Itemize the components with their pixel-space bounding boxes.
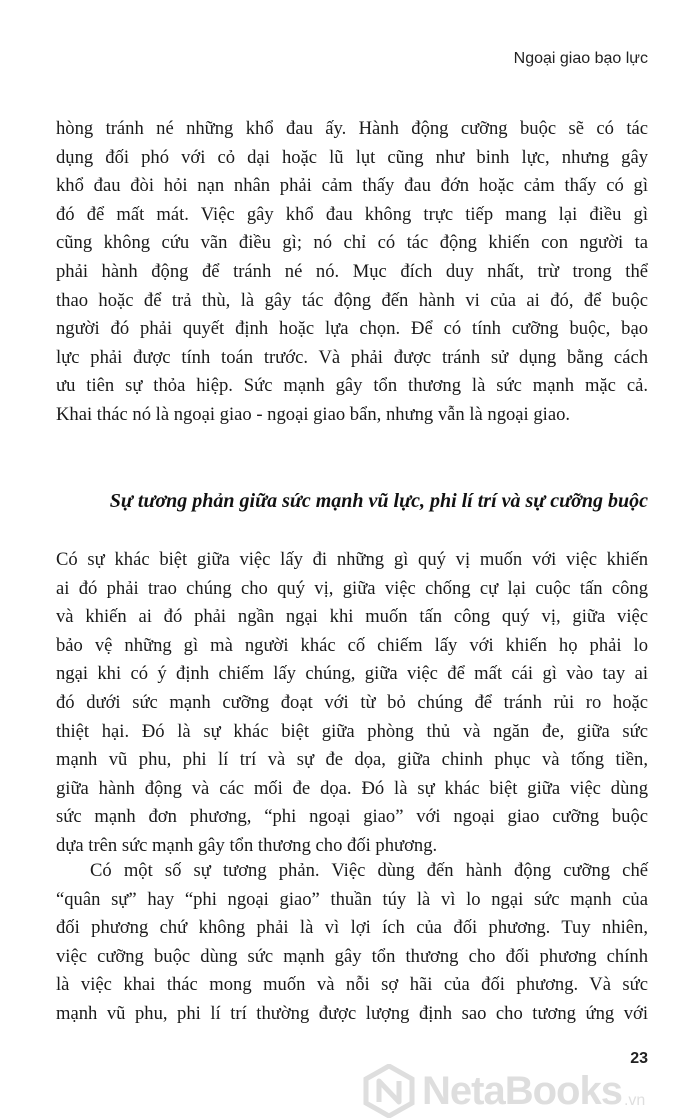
- text-line: cũng không cứu vãn điều gì; nó chỉ có tác động khiến con người ta: [56, 232, 648, 254]
- text-line: và khiến ai đó phải ngần ngại khi muốn tấn công quý vị, giữa việc: [56, 606, 648, 628]
- text-line: thao hoặc để trả thù, là gây tác động đến hành vi của ai đó, để buộc: [56, 289, 648, 311]
- running-header: Ngoại giao bạo lực: [513, 50, 648, 67]
- section-heading: Sự tương phản giữa sức mạnh vũ lực, phi lí trí và sự cưỡng buộc: [109, 490, 648, 512]
- text-line: ai đó phải trao chúng cho quý vị, giữa việc chống cự lại cuộc tấn công: [56, 577, 648, 599]
- text-line: Khai thác nó là ngoại giao - ngoại giao bẩn, nhưng vẫn là ngoại giao.: [56, 403, 571, 425]
- paragraph: [56, 857, 648, 1029]
- text-line: hòng tránh né những khổ đau ấy. Hành động cưỡng buộc sẽ có tác: [56, 118, 648, 139]
- text-line: lực phải được tính toán trước. Và phải được tránh sử dụng bằng cách: [56, 346, 648, 368]
- text-line: ưu tiên sự thỏa hiệp. Sức mạnh gây tổn thương là sức mạnh mặc cả.: [56, 375, 648, 397]
- page-number: 23: [630, 1050, 648, 1067]
- text-line: giữa hành động và các mối đe dọa. Đó là sự khác biệt giữa việc dùng: [56, 777, 648, 799]
- paragraph-continuation: [56, 115, 648, 430]
- text-line: đó dưới sức mạnh cưỡng đoạt với từ bỏ chúng để tránh rủi ro hoặc: [56, 691, 648, 713]
- text-line: Có sự khác biệt giữa việc lấy đi những gì quý vị muốn với việc khiến: [56, 549, 648, 570]
- text-line: đó để mất mát. Việc gây khổ đau không trực tiếp mang lại điều gì: [56, 203, 648, 225]
- netabooks-logo-icon: [362, 1064, 416, 1118]
- text-line: bảo vệ những gì mà người khác cố chiếm lấy với khiến họ phải lo: [56, 634, 648, 656]
- text-line: phải hành động để tránh né nó. Mục đích duy nhất, trừ trong thể: [56, 260, 648, 282]
- text-line: ngại khi có ý định chiếm lấy chúng, giữa việc để mất cái gì vào tay ai: [56, 663, 648, 685]
- watermark-suffix: .vn: [623, 1092, 646, 1109]
- text-line: mạnh vũ phu, phi lí trí thường được lượng định sao cho tương ứng với: [56, 1002, 648, 1024]
- text-line: “quân sự” hay “phi ngoại giao” thuần túy là vì lo ngại sức mạnh của: [56, 888, 648, 910]
- watermark: [362, 1064, 645, 1118]
- text-line: sức mạnh đơn phương, “phi ngoại giao” với ngoại giao cưỡng buộc: [56, 806, 648, 828]
- text-line: dựa trên sức mạnh gây tổn thương cho đối phương.: [56, 834, 438, 856]
- watermark-text: NetaBooks: [422, 1068, 622, 1113]
- text-line: người đó phải quyết định hoặc lựa chọn. Để có tính cưỡng buộc, bạo: [56, 318, 648, 340]
- text-line: đối phương chứ không phải là vì lợi ích của đối phương. Tuy nhiên,: [56, 917, 648, 939]
- text-line: việc cưỡng buộc dùng sức mạnh gây tổn thương cho đối phương chính: [56, 945, 648, 967]
- text-line: khổ đau đòi hỏi nạn nhân phải cảm thấy đau đớn hoặc cảm thấy có gì: [56, 175, 648, 197]
- text-line: dụng đối phó với cỏ dại hoặc lũ lụt cũng như binh lực, nhưng gây: [56, 146, 648, 168]
- paragraph: [56, 546, 648, 861]
- text-line: là việc khai thác mong muốn và nỗi sợ hãi của đối phương. Và sức: [56, 974, 648, 996]
- text-line: thiệt hại. Đó là sự khác biệt giữa phòng thủ và ngăn đe, giữa sức: [56, 720, 648, 742]
- text-line: Có một số sự tương phản. Việc dùng đến hành động cưỡng chế: [90, 860, 648, 881]
- text-line: mạnh vũ phu, phi lí trí và sự đe dọa, giữa chinh phục và tống tiền,: [56, 749, 648, 771]
